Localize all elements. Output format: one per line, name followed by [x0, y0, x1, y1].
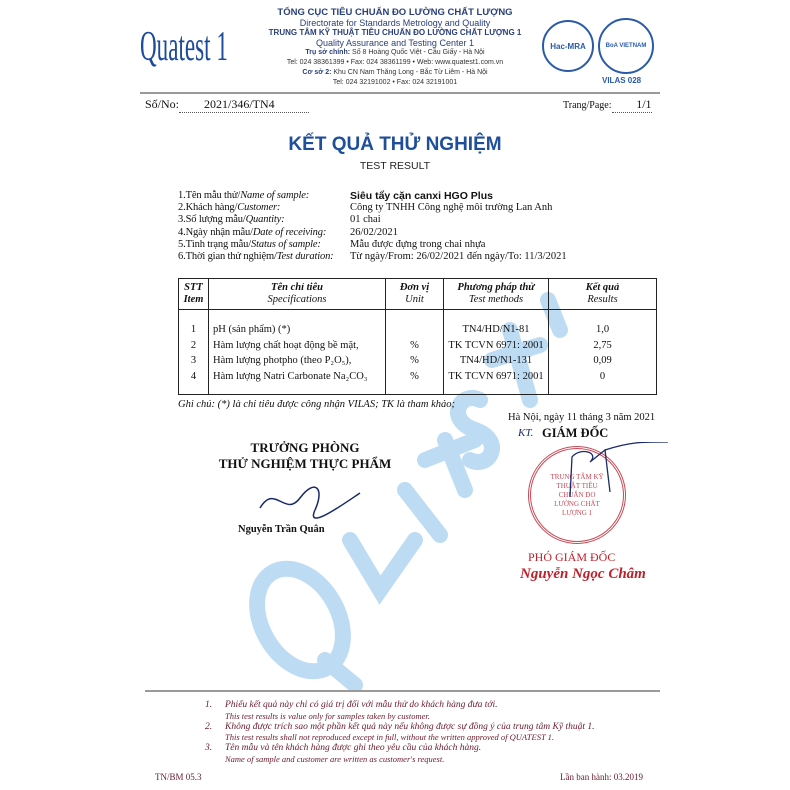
hq-label: Trụ sở chính:: [305, 49, 351, 56]
form-code: TN/BM 05.3: [155, 772, 202, 782]
info-row: [178, 190, 567, 202]
hac-mra-logo: [542, 20, 594, 72]
header-divider: [140, 92, 660, 94]
cell-unit: %: [386, 338, 444, 354]
table-note: Ghi chú: (*) là chỉ tiêu được công nhận VILAS; TK là tham khảo;: [178, 399, 455, 410]
center-vn: TRUNG TÂM KỸ THUẬT TIÊU CHUẨN ĐO LƯỜNG CHẤT LƯỢNG 1: [268, 28, 522, 37]
footer-note-en: This test results is value only for samples taken by customer.: [225, 710, 430, 721]
cell-spec: Hàm lượng photpho (theo P₂O₅),: [209, 353, 386, 369]
col-spec: Tên chỉ tiêu Specifications: [209, 279, 386, 310]
info-label-en: Name of sample:: [240, 190, 310, 201]
col-result: Kết quả Results: [549, 279, 657, 310]
table-row: [179, 338, 657, 354]
deputy-director-title: PHÓ GIÁM ĐỐC: [528, 550, 616, 564]
info-value: Siêu tẩy cặn canxi HGO Plus: [350, 190, 493, 202]
table-row: [179, 353, 657, 369]
branch-contact: Tel: 024 32191002 • Fax: 024 32191001: [332, 79, 458, 86]
cell-item: 2: [179, 338, 209, 354]
info-row: [178, 251, 567, 263]
signature-dept-head: [255, 478, 365, 522]
footer-notes: 1. Phiếu kết quả này chỉ có giá trị đối với mẫu thử do khách hàng đưa tới. This test results is value only for samples taken by customer. 2. Không được trích sao một phần kết quả này nếu không được sự đồng ý của trung tâm Kỹ thuật 1. This test results shall not reproduced except in full, without the written approved of QUATEST 1. 3. Tên mẫu và tên khách hàng được ghi theo yêu cầu của khách hàng. Name of sample and customer are written as customer's request.: [205, 700, 595, 764]
cell-item: 3: [179, 353, 209, 369]
cell-result: 0: [549, 369, 657, 385]
info-label-en: Customer:: [237, 202, 281, 214]
no-value: 2021/346/TN4: [179, 97, 309, 113]
branch-label: Cơ sở 2:: [302, 69, 332, 76]
signing-date: Hà Nội, ngày 11 tháng 3 năm 2021: [508, 412, 656, 423]
info-label: 2.Khách hàng/: [178, 202, 238, 214]
footer-divider: [145, 690, 660, 692]
cell-item: 4: [179, 369, 209, 385]
center-en: Quality Assurance and Testing Center 1: [316, 38, 474, 48]
vilas-code: VILAS 028: [602, 76, 642, 85]
dept-line1: TRƯỞNG PHÒNG: [250, 440, 360, 455]
footer-note-en: This test results shall not reproduced except in full, without the written approved of QUATEST 1.: [225, 732, 555, 743]
info-label: 4.Ngày nhận mẫu/: [178, 226, 253, 238]
org-vn: TỔNG CỤC TIÊU CHUẨN ĐO LƯỜNG CHẤT LƯỢNG: [277, 7, 513, 18]
dept-line2: THỬ NGHIỆM THỰC PHẨM: [218, 456, 392, 471]
table-header: [179, 279, 657, 310]
kt-mark: KT.: [518, 427, 534, 439]
director-title: GIÁM ĐỐC: [542, 426, 609, 440]
document-number: [145, 97, 309, 113]
info-label: 1.Tên mẫu thử/: [178, 190, 241, 201]
page-value: 1/1: [612, 97, 652, 113]
cell-unit: %: [386, 369, 444, 385]
cell-item: 1: [179, 322, 209, 338]
info-label-en: Test duration:: [276, 251, 334, 263]
boa-text: BoA VIETNAM: [605, 43, 647, 49]
signature-director: [560, 442, 670, 502]
footer-note-vn: Phiếu kết quả này chỉ có giá trị đối với mẫu thử do khách hàng đưa tới.: [225, 700, 498, 710]
dept-head-name: Nguyễn Trần Quân: [238, 524, 325, 535]
info-label: 3.Số lượng mẫu/: [178, 214, 246, 226]
issue-date: Lần ban hành: 03.2019: [560, 772, 643, 782]
no-label: Số/No:: [145, 97, 180, 111]
col-item: STT Item: [179, 279, 209, 310]
info-value: Công ty TNHH Công nghệ môi trường Lan Anh: [350, 202, 553, 214]
info-value: 01 chai: [350, 214, 381, 226]
col-unit: Đơn vị Unit: [386, 279, 444, 310]
cell-spec: pH (sản phẩm) (*): [209, 322, 386, 338]
info-label-en: Quantity:: [245, 214, 285, 226]
document-title: KẾT QUẢ THỬ NGHIỆM: [288, 134, 502, 155]
info-row: [178, 239, 567, 251]
cell-result: 0,09: [549, 353, 657, 369]
branch-address: Khu CN Nam Thăng Long - Bắc Từ Liêm - Hà Nội: [333, 69, 488, 76]
department-title: [205, 440, 405, 472]
info-row: [178, 214, 567, 226]
footer-note-en: Name of sample and customer are written as customer's request.: [225, 753, 445, 764]
sample-info: [178, 190, 567, 263]
letterhead: [250, 8, 540, 88]
document-subtitle: TEST RESULT: [359, 160, 431, 172]
cell-method: TN4/HD/N1-131: [444, 353, 549, 369]
deputy-director-name: Nguyễn Ngọc Châm: [520, 566, 646, 582]
cell-method: TK TCVN 6971: 2001: [444, 338, 549, 354]
cell-unit: %: [386, 353, 444, 369]
page-number: [563, 97, 652, 113]
footer-note-vn: Không được trích sao một phần kết quả này nếu không được sự đồng ý của trung tâm Kỹ thuật 1.: [225, 721, 595, 732]
footer-note-vn: Tên mẫu và tên khách hàng được ghi theo yêu cầu của khách hàng.: [225, 743, 482, 754]
results-table: [178, 278, 657, 395]
cell-result: 1,0: [549, 322, 657, 338]
cell-spec: Hàm lượng Natri Carbonate Na₂CO₃: [209, 369, 386, 385]
hq-contact: Tel: 024 38361399 • Fax: 024 38361199 • Web: www.quatest1.com.vn: [286, 59, 504, 66]
info-label: 5.Tình trạng mẫu/: [178, 238, 251, 250]
hq-address: Số 8 Hoàng Quốc Việt - Cầu Giấy - Hà Nội: [352, 49, 485, 56]
stamp-text: TRUNG TÂM KỸ THUẬT TIÊU CHUẨN ĐO LƯỜNG CHẤT LƯỢNG 1: [550, 472, 604, 517]
page-label: Trang/Page:: [563, 100, 612, 111]
info-value: Từ ngày/From: 26/02/2021 đến ngày/To: 11/3/2021: [350, 251, 567, 263]
hac-mra-text: Hac-MRA: [550, 41, 586, 51]
cell-method: TN4/HD/N1-81: [444, 322, 549, 338]
cell-method: TK TCVN 6971: 2001: [444, 369, 549, 385]
org-en: Directorate for Standards Metrology and Quality: [299, 18, 491, 28]
table-row: [179, 322, 657, 338]
info-row: [178, 227, 567, 239]
info-value: Mẫu được đựng trong chai nhựa: [350, 238, 486, 250]
quatest-logo: Quatest 1: [140, 24, 228, 70]
cell-spec: Hàm lượng chất hoạt động bề mặt,: [209, 338, 386, 354]
cell-unit: [386, 322, 444, 338]
info-label: 6.Thời gian thử nghiệm/: [178, 251, 277, 263]
table-row: [179, 369, 657, 385]
info-row: [178, 202, 567, 214]
info-label-en: Date of receiving:: [252, 226, 327, 238]
boa-logo: [598, 18, 654, 74]
info-value: 26/02/2021: [350, 226, 398, 238]
info-label-en: Status of sample:: [250, 238, 321, 250]
col-method: Phương pháp thử Test methods: [444, 279, 549, 310]
cell-result: 2,75: [549, 338, 657, 354]
